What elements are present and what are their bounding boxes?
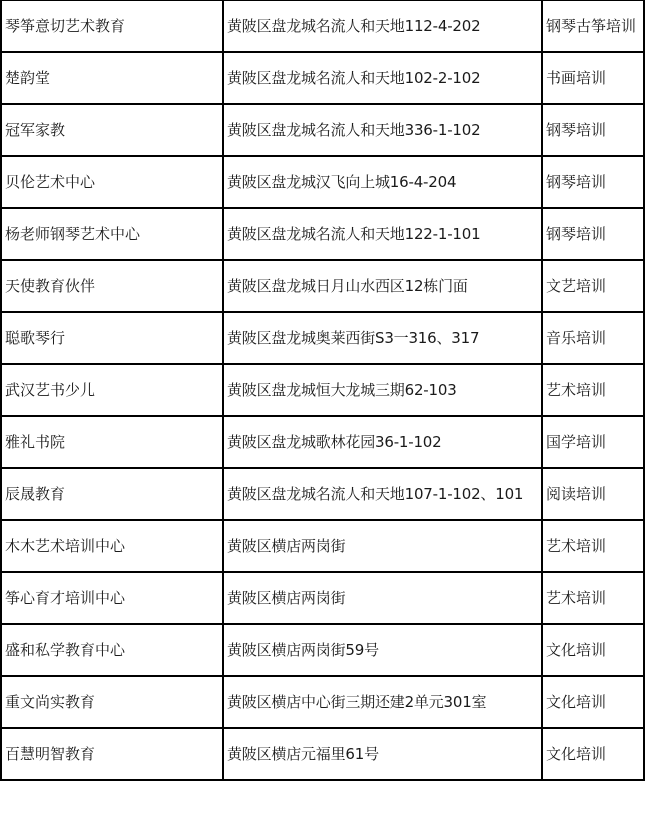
address-cell: 黄陂区盘龙城名流人和天地107-1-102、101 — [223, 468, 542, 520]
table-row — [1, 468, 644, 520]
category-cell: 钢琴培训 — [542, 156, 644, 208]
category-cell: 钢琴古筝培训 — [542, 0, 644, 52]
table-row — [1, 312, 644, 364]
name-cell: 冠军家教 — [1, 104, 223, 156]
category-cell: 艺术培训 — [542, 520, 644, 572]
name-cell: 楚韵堂 — [1, 52, 223, 104]
name-cell: 雅礼书院 — [1, 416, 223, 468]
table-body — [1, 0, 644, 780]
table-row — [1, 364, 644, 416]
name-cell: 贝伦艺术中心 — [1, 156, 223, 208]
category-cell: 文化培训 — [542, 624, 644, 676]
address-cell: 黄陂区横店两岗街 — [223, 520, 542, 572]
address-cell: 黄陂区横店中心街三期还建2单元301室 — [223, 676, 542, 728]
category-cell: 阅读培训 — [542, 468, 644, 520]
address-cell: 黄陂区横店两岗街59号 — [223, 624, 542, 676]
name-cell: 武汉艺书少儿 — [1, 364, 223, 416]
category-cell: 文艺培训 — [542, 260, 644, 312]
table-row — [1, 52, 644, 104]
category-cell: 书画培训 — [542, 52, 644, 104]
table-row — [1, 520, 644, 572]
name-cell: 木木艺术培训中心 — [1, 520, 223, 572]
name-cell: 百慧明智教育 — [1, 728, 223, 780]
category-cell: 艺术培训 — [542, 364, 644, 416]
address-cell: 黄陂区盘龙城名流人和天地112-4-202 — [223, 0, 542, 52]
table-row — [1, 572, 644, 624]
table-row — [1, 624, 644, 676]
address-cell: 黄陂区盘龙城名流人和天地336-1-102 — [223, 104, 542, 156]
table-row — [1, 0, 644, 52]
category-cell: 国学培训 — [542, 416, 644, 468]
address-cell: 黄陂区盘龙城歌林花园36-1-102 — [223, 416, 542, 468]
address-cell: 黄陂区盘龙城奥莱西街S3一316、317 — [223, 312, 542, 364]
name-cell: 辰晟教育 — [1, 468, 223, 520]
address-cell: 黄陂区盘龙城汉飞向上城16-4-204 — [223, 156, 542, 208]
table-row — [1, 676, 644, 728]
name-cell: 重文尚实教育 — [1, 676, 223, 728]
table-row — [1, 416, 644, 468]
address-cell: 黄陂区盘龙城恒大龙城三期62-103 — [223, 364, 542, 416]
address-cell: 黄陂区盘龙城日月山水西区12栋门面 — [223, 260, 542, 312]
table-row — [1, 208, 644, 260]
name-cell: 聪歌琴行 — [1, 312, 223, 364]
name-cell: 筝心育才培训中心 — [1, 572, 223, 624]
table-row — [1, 728, 644, 780]
table-row — [1, 104, 644, 156]
address-cell: 黄陂区盘龙城名流人和天地102-2-102 — [223, 52, 542, 104]
category-cell: 钢琴培训 — [542, 208, 644, 260]
address-cell: 黄陂区横店元福里61号 — [223, 728, 542, 780]
category-cell: 文化培训 — [542, 728, 644, 780]
table-row — [1, 156, 644, 208]
name-cell: 盛和私学教育中心 — [1, 624, 223, 676]
table-row — [1, 260, 644, 312]
address-cell: 黄陂区盘龙城名流人和天地122-1-101 — [223, 208, 542, 260]
category-cell: 文化培训 — [542, 676, 644, 728]
name-cell: 天使教育伙伴 — [1, 260, 223, 312]
category-cell: 钢琴培训 — [542, 104, 644, 156]
category-cell: 艺术培训 — [542, 572, 644, 624]
category-cell: 音乐培训 — [542, 312, 644, 364]
name-cell: 琴筝意切艺术教育 — [1, 0, 223, 52]
name-cell: 杨老师钢琴艺术中心 — [1, 208, 223, 260]
address-cell: 黄陂区横店两岗街 — [223, 572, 542, 624]
